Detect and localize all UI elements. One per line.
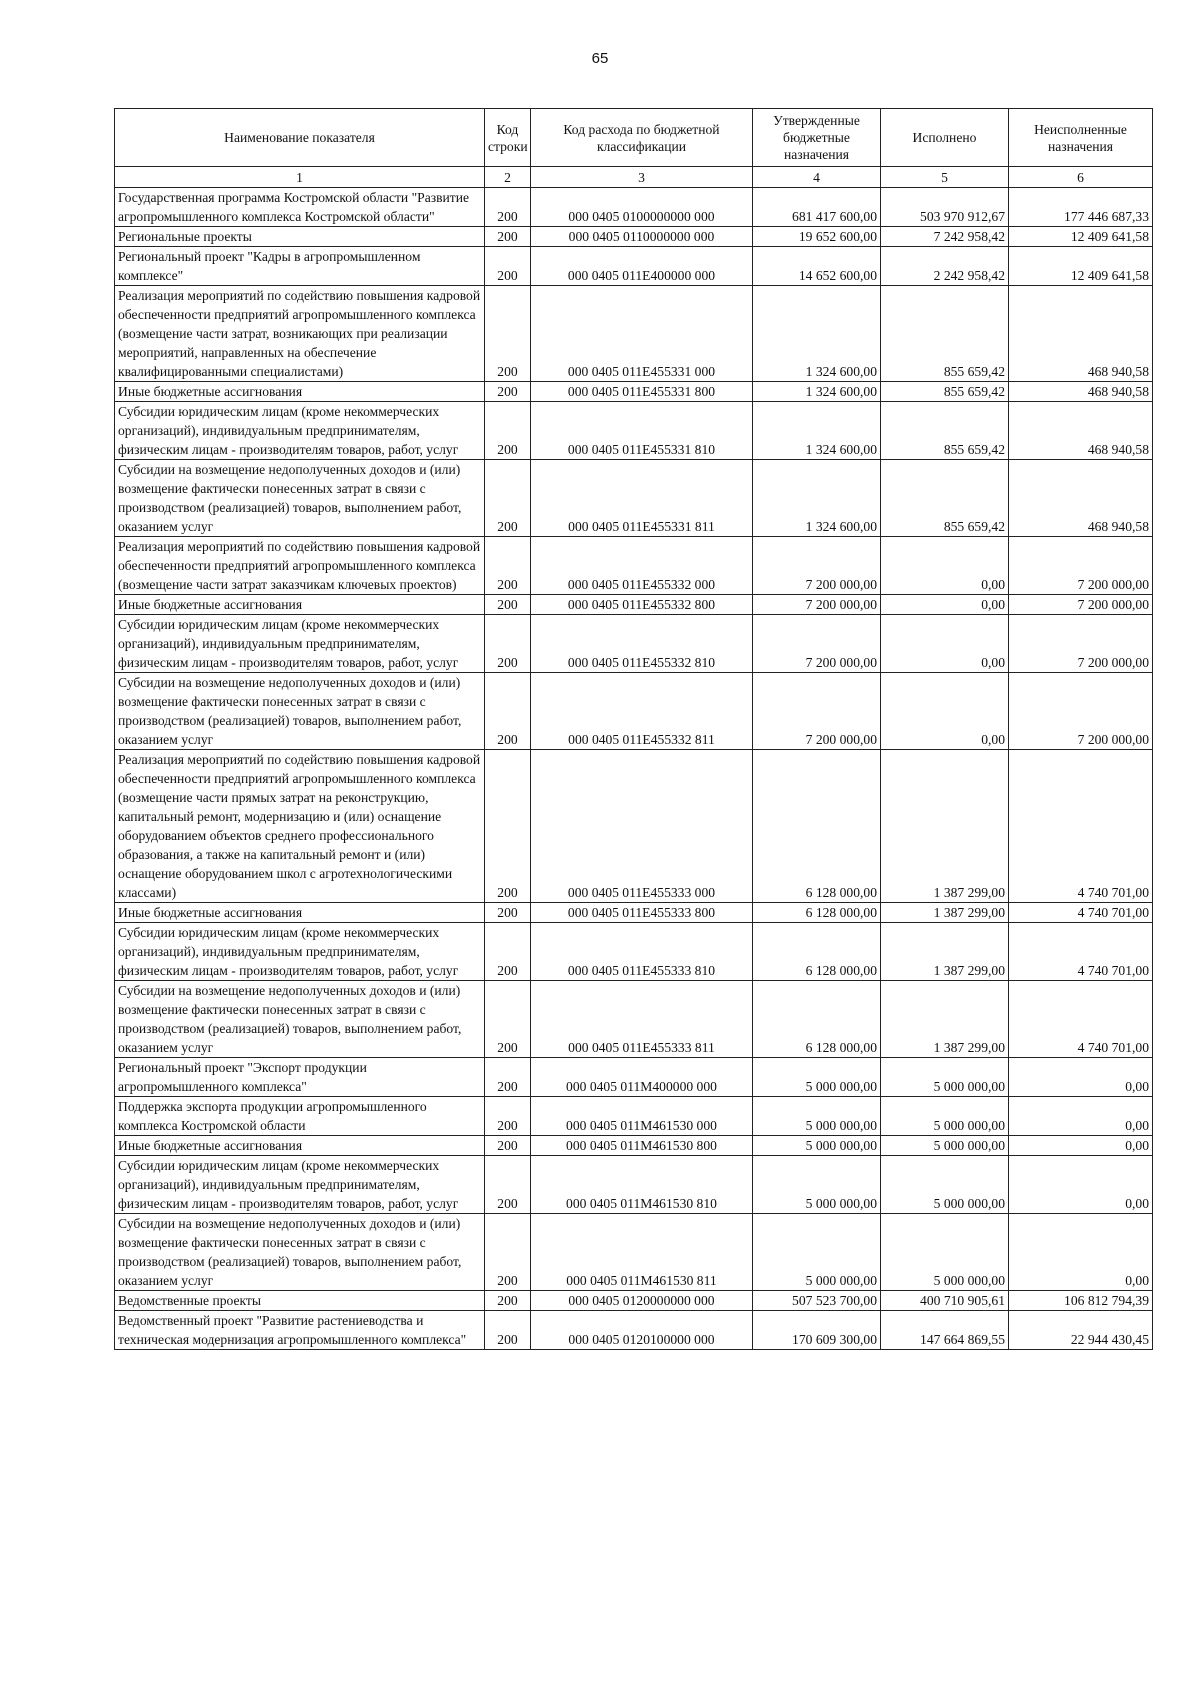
unexecuted-amount-cell: 7 200 000,00 [1009,615,1153,673]
unexecuted-amount-cell: 22 944 430,45 [1009,1311,1153,1350]
table-row [115,402,1153,460]
table-row [115,188,1153,227]
header-approved: Утвержденные бюджетные назначения [753,109,881,167]
table-row [115,227,1153,247]
expense-code-cell: 000 0405 011E455332 810 [531,615,753,673]
table-row [115,286,1153,382]
unexecuted-amount-cell: 468 940,58 [1009,382,1153,402]
table-row [115,1214,1153,1291]
row-name-cell: Региональный проект "Кадры в агропромышленном комплексе" [115,247,485,286]
expense-code-cell: 000 0405 011E455333 800 [531,903,753,923]
expense-code-cell: 000 0405 011E455331 000 [531,286,753,382]
table-row [115,247,1153,286]
unexecuted-amount-cell: 7 200 000,00 [1009,673,1153,750]
approved-amount-cell: 7 200 000,00 [753,673,881,750]
table-row [115,673,1153,750]
row-name-cell: Субсидии юридическим лицам (кроме некоммерческих организаций), индивидуальным предпринимателям, физическим лицам - производителям товаров, работ, услуг [115,1156,485,1214]
approved-amount-cell: 7 200 000,00 [753,595,881,615]
unexecuted-amount-cell: 7 200 000,00 [1009,537,1153,595]
approved-amount-cell: 507 523 700,00 [753,1291,881,1311]
row-name-cell: Реализация мероприятий по содействию повышения кадровой обеспеченности предприятий агропромышленного комплекса (возмещение части затрат заказчикам ключевых проектов) [115,537,485,595]
expense-code-cell: 000 0405 011E455331 811 [531,460,753,537]
column-number: 1 [115,167,485,188]
column-numbers-row [115,167,1153,188]
row-code-cell: 200 [485,1097,531,1136]
column-number: 3 [531,167,753,188]
executed-amount-cell: 0,00 [881,537,1009,595]
row-code-cell: 200 [485,402,531,460]
unexecuted-amount-cell: 0,00 [1009,1214,1153,1291]
executed-amount-cell: 0,00 [881,595,1009,615]
row-code-cell: 200 [485,750,531,903]
executed-amount-cell: 5 000 000,00 [881,1156,1009,1214]
executed-amount-cell: 5 000 000,00 [881,1058,1009,1097]
approved-amount-cell: 5 000 000,00 [753,1136,881,1156]
row-code-cell: 200 [485,981,531,1058]
row-name-cell: Ведомственные проекты [115,1291,485,1311]
row-code-cell: 200 [485,923,531,981]
row-name-cell: Субсидии на возмещение недополученных доходов и (или) возмещение фактически понесенных затрат в связи с производством (реализацией) товаров, выполнением работ, оказанием услуг [115,1214,485,1291]
approved-amount-cell: 5 000 000,00 [753,1058,881,1097]
row-code-cell: 200 [485,247,531,286]
row-code-cell: 200 [485,903,531,923]
executed-amount-cell: 5 000 000,00 [881,1136,1009,1156]
table-row [115,923,1153,981]
expense-code-cell: 000 0405 011E455332 000 [531,537,753,595]
executed-amount-cell: 1 387 299,00 [881,923,1009,981]
row-code-cell: 200 [485,1214,531,1291]
row-name-cell: Субсидии на возмещение недополученных доходов и (или) возмещение фактически понесенных затрат в связи с производством (реализацией) товаров, выполнением работ, оказанием услуг [115,460,485,537]
unexecuted-amount-cell: 4 740 701,00 [1009,903,1153,923]
row-code-cell: 200 [485,188,531,227]
executed-amount-cell: 855 659,42 [881,402,1009,460]
row-code-cell: 200 [485,227,531,247]
table-row [115,903,1153,923]
unexecuted-amount-cell: 4 740 701,00 [1009,923,1153,981]
row-name-cell: Региональные проекты [115,227,485,247]
unexecuted-amount-cell: 12 409 641,58 [1009,247,1153,286]
row-name-cell: Поддержка экспорта продукции агропромышленного комплекса Костромской области [115,1097,485,1136]
table-row [115,460,1153,537]
row-code-cell: 200 [485,537,531,595]
approved-amount-cell: 1 324 600,00 [753,382,881,402]
row-code-cell: 200 [485,286,531,382]
approved-amount-cell: 5 000 000,00 [753,1097,881,1136]
approved-amount-cell: 6 128 000,00 [753,903,881,923]
row-code-cell: 200 [485,673,531,750]
expense-code-cell: 000 0405 0120000000 000 [531,1291,753,1311]
row-code-cell: 200 [485,595,531,615]
executed-amount-cell: 7 242 958,42 [881,227,1009,247]
unexecuted-amount-cell: 468 940,58 [1009,460,1153,537]
row-code-cell: 200 [485,1156,531,1214]
expense-code-cell: 000 0405 011E455333 810 [531,923,753,981]
row-name-cell: Иные бюджетные ассигнования [115,1136,485,1156]
executed-amount-cell: 503 970 912,67 [881,188,1009,227]
executed-amount-cell: 400 710 905,61 [881,1291,1009,1311]
approved-amount-cell: 6 128 000,00 [753,981,881,1058]
column-number: 2 [485,167,531,188]
row-name-cell: Субсидии юридическим лицам (кроме некоммерческих организаций), индивидуальным предпринимателям, физическим лицам - производителям товаров, работ, услуг [115,615,485,673]
row-code-cell: 200 [485,1291,531,1311]
header-unexecuted: Неисполненные назначения [1009,109,1153,167]
executed-amount-cell: 5 000 000,00 [881,1097,1009,1136]
expense-code-cell: 000 0405 0120100000 000 [531,1311,753,1350]
row-name-cell: Ведомственный проект "Развитие растениеводства и техническая модернизация агропромышленного комплекса" [115,1311,485,1350]
row-name-cell: Государственная программа Костромской области "Развитие агропромышленного комплекса Костромской области" [115,188,485,227]
row-name-cell: Субсидии на возмещение недополученных доходов и (или) возмещение фактически понесенных затрат в связи с производством (реализацией) товаров, выполнением работ, оказанием услуг [115,981,485,1058]
approved-amount-cell: 170 609 300,00 [753,1311,881,1350]
unexecuted-amount-cell: 0,00 [1009,1058,1153,1097]
executed-amount-cell: 5 000 000,00 [881,1214,1009,1291]
unexecuted-amount-cell: 0,00 [1009,1097,1153,1136]
expense-code-cell: 000 0405 011M461530 000 [531,1097,753,1136]
executed-amount-cell: 2 242 958,42 [881,247,1009,286]
approved-amount-cell: 1 324 600,00 [753,460,881,537]
approved-amount-cell: 5 000 000,00 [753,1156,881,1214]
expense-code-cell: 000 0405 011E455331 810 [531,402,753,460]
expense-code-cell: 000 0405 011M461530 810 [531,1156,753,1214]
unexecuted-amount-cell: 4 740 701,00 [1009,750,1153,903]
page-number: 65 [591,50,609,67]
row-code-cell: 200 [485,1058,531,1097]
row-name-cell: Субсидии юридическим лицам (кроме некоммерческих организаций), индивидуальным предпринимателям, физическим лицам - производителям товаров, работ, услуг [115,923,485,981]
unexecuted-amount-cell: 177 446 687,33 [1009,188,1153,227]
executed-amount-cell: 1 387 299,00 [881,750,1009,903]
row-name-cell: Реализация мероприятий по содействию повышения кадровой обеспеченности предприятий агропромышленного комплекса (возмещение части прямых затрат на реконструкцию, капитальный ремонт, модернизацию и (или) оснащение оборудованием объектов среднего профессионального образования, а также на капитальный ремонт и (или) оснащение оборудованием школ с агротехнологическими классами) [115,750,485,903]
approved-amount-cell: 1 324 600,00 [753,286,881,382]
approved-amount-cell: 6 128 000,00 [753,750,881,903]
unexecuted-amount-cell: 12 409 641,58 [1009,227,1153,247]
approved-amount-cell: 6 128 000,00 [753,923,881,981]
column-number: 4 [753,167,881,188]
table-row [115,1156,1153,1214]
expense-code-cell: 000 0405 011M461530 811 [531,1214,753,1291]
header-executed: Исполнено [881,109,1009,167]
unexecuted-amount-cell: 0,00 [1009,1136,1153,1156]
row-name-cell: Иные бюджетные ассигнования [115,903,485,923]
unexecuted-amount-cell: 0,00 [1009,1156,1153,1214]
header-expense-code: Код расхода по бюджетной классификации [531,109,753,167]
row-code-cell: 200 [485,382,531,402]
unexecuted-amount-cell: 4 740 701,00 [1009,981,1153,1058]
executed-amount-cell: 0,00 [881,615,1009,673]
unexecuted-amount-cell: 468 940,58 [1009,286,1153,382]
expense-code-cell: 000 0405 0100000000 000 [531,188,753,227]
table-row [115,981,1153,1058]
row-code-cell: 200 [485,1311,531,1350]
approved-amount-cell: 7 200 000,00 [753,537,881,595]
expense-code-cell: 000 0405 011M461530 800 [531,1136,753,1156]
row-name-cell: Региональный проект "Экспорт продукции агропромышленного комплекса" [115,1058,485,1097]
table-row [115,615,1153,673]
column-number: 5 [881,167,1009,188]
row-name-cell: Иные бюджетные ассигнования [115,595,485,615]
row-name-cell: Реализация мероприятий по содействию повышения кадровой обеспеченности предприятий агропромышленного комплекса (возмещение части затрат, возникающих при реализации мероприятий, направленных на обеспечение квалифицированными специалистами) [115,286,485,382]
budget-report-table [114,108,1153,1350]
approved-amount-cell: 5 000 000,00 [753,1214,881,1291]
row-code-cell: 200 [485,615,531,673]
row-name-cell: Субсидии на возмещение недополученных доходов и (или) возмещение фактически понесенных затрат в связи с производством (реализацией) товаров, выполнением работ, оказанием услуг [115,673,485,750]
row-code-cell: 200 [485,1136,531,1156]
executed-amount-cell: 855 659,42 [881,382,1009,402]
unexecuted-amount-cell: 468 940,58 [1009,402,1153,460]
executed-amount-cell: 0,00 [881,673,1009,750]
approved-amount-cell: 1 324 600,00 [753,402,881,460]
expense-code-cell: 000 0405 011E455333 811 [531,981,753,1058]
approved-amount-cell: 19 652 600,00 [753,227,881,247]
expense-code-cell: 000 0405 011M400000 000 [531,1058,753,1097]
table-row [115,537,1153,595]
table-row [115,750,1153,903]
expense-code-cell: 000 0405 011E400000 000 [531,247,753,286]
executed-amount-cell: 1 387 299,00 [881,981,1009,1058]
table-header-row [115,109,1153,167]
expense-code-cell: 000 0405 011E455333 000 [531,750,753,903]
table-row [115,1097,1153,1136]
executed-amount-cell: 1 387 299,00 [881,903,1009,923]
row-name-cell: Иные бюджетные ассигнования [115,382,485,402]
approved-amount-cell: 681 417 600,00 [753,188,881,227]
executed-amount-cell: 855 659,42 [881,460,1009,537]
table-row [115,1291,1153,1311]
header-name: Наименование показателя [115,109,485,167]
approved-amount-cell: 7 200 000,00 [753,615,881,673]
expense-code-cell: 000 0405 0110000000 000 [531,227,753,247]
row-name-cell: Субсидии юридическим лицам (кроме некоммерческих организаций), индивидуальным предпринимателям, физическим лицам - производителям товаров, работ, услуг [115,402,485,460]
expense-code-cell: 000 0405 011E455332 811 [531,673,753,750]
table-row [115,1058,1153,1097]
approved-amount-cell: 14 652 600,00 [753,247,881,286]
table-row [115,1136,1153,1156]
executed-amount-cell: 147 664 869,55 [881,1311,1009,1350]
table-row [115,1311,1153,1350]
unexecuted-amount-cell: 106 812 794,39 [1009,1291,1153,1311]
column-number: 6 [1009,167,1153,188]
row-code-cell: 200 [485,460,531,537]
table-body [115,167,1153,1350]
header-row-code: Код строки [485,109,531,167]
unexecuted-amount-cell: 7 200 000,00 [1009,595,1153,615]
expense-code-cell: 000 0405 011E455331 800 [531,382,753,402]
expense-code-cell: 000 0405 011E455332 800 [531,595,753,615]
table-row [115,382,1153,402]
table-row [115,595,1153,615]
executed-amount-cell: 855 659,42 [881,286,1009,382]
